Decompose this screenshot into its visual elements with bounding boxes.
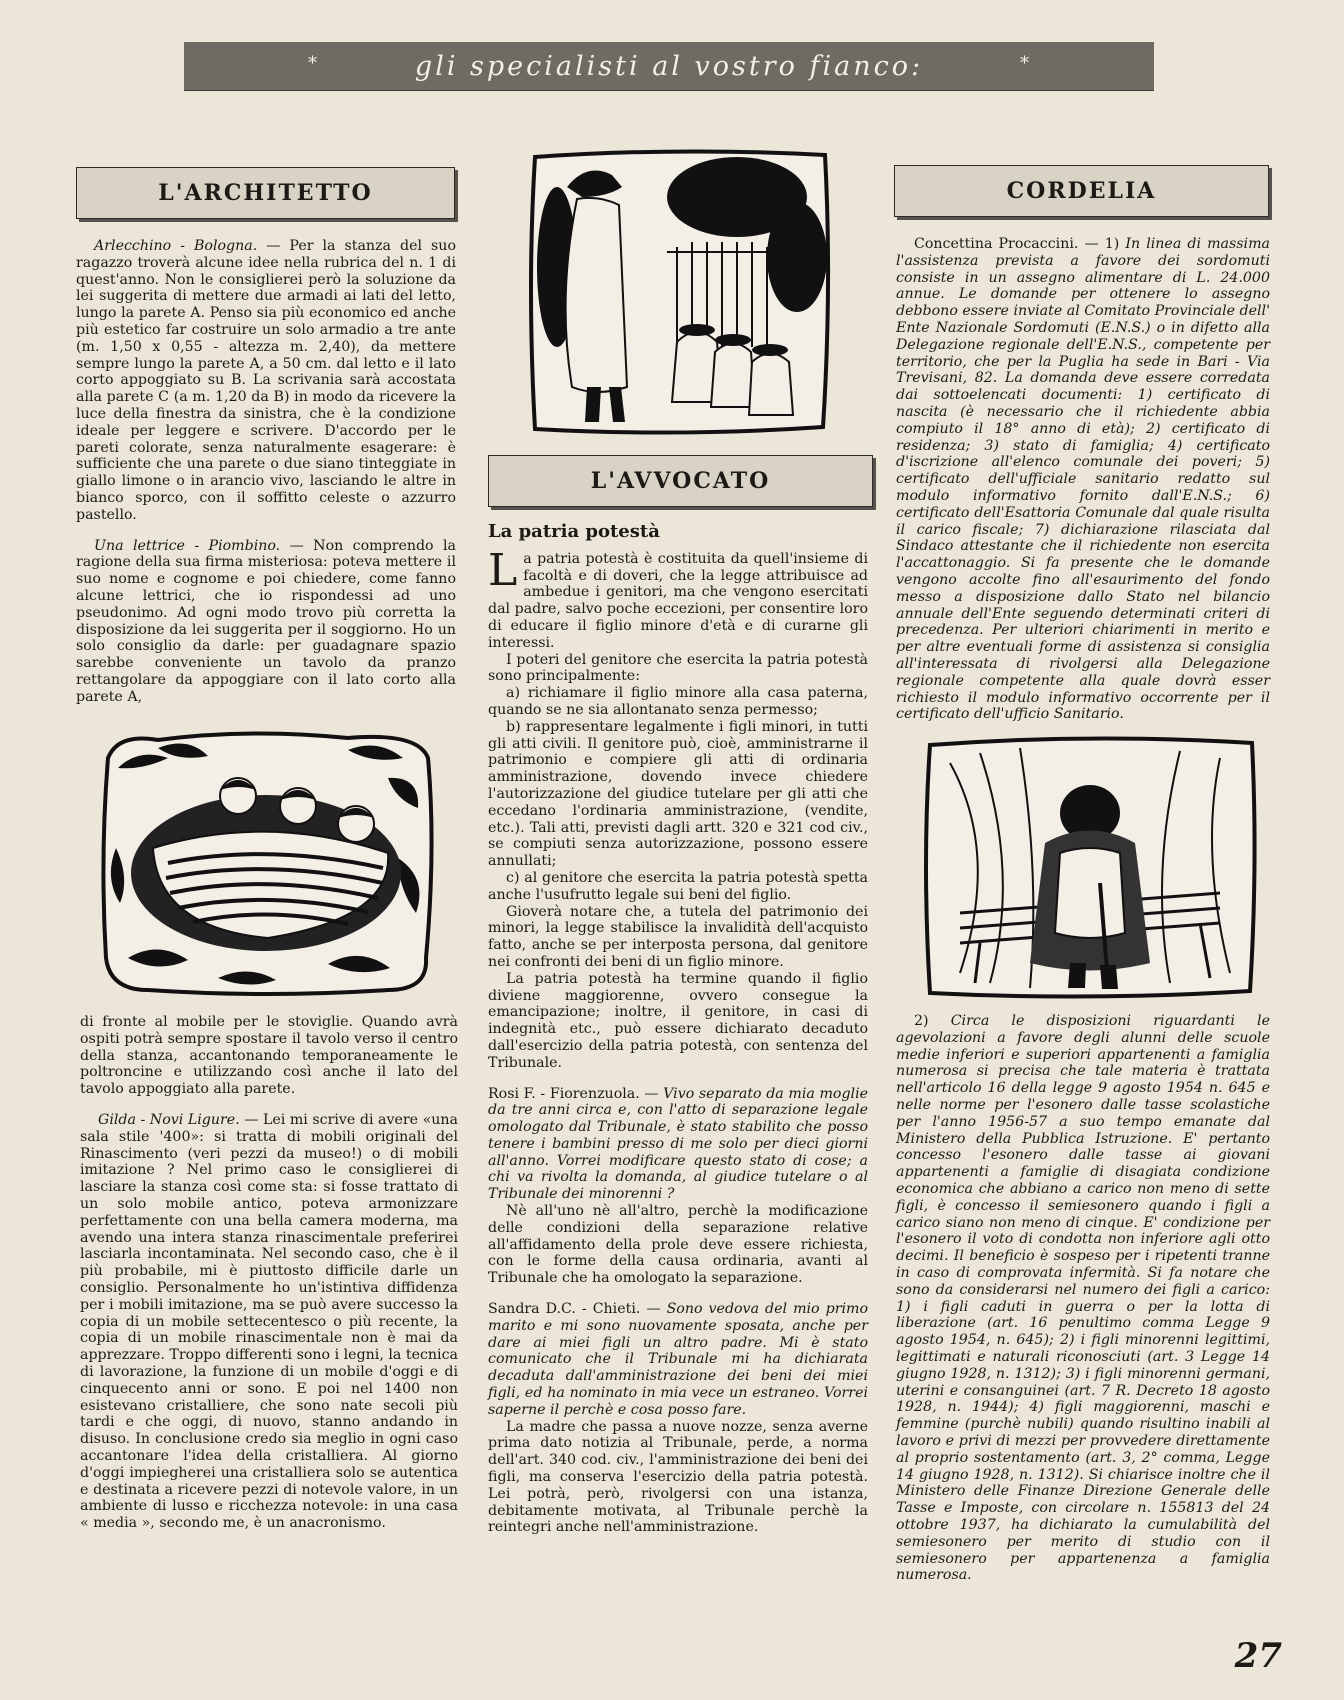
sender-name: Concettina Procaccini. xyxy=(914,236,1079,252)
sender-name: Una lettrice - Piombino. xyxy=(94,537,281,554)
answer-text: Circa le disposizioni riguardanti le agevolazioni a favore degli alunni delle scuole medie inferiori e superiori appartenenti a famiglia numerosa si precisa che tale materia è trattata nell'articolo 16 della legge 9 agosto 1954 n. 645 e nelle norme per l'esonero dalle tasse scolastiche per l'anno 1956-57 a suo tempo emanate dal Ministero della Pubblica Istruzione. E' pertanto concesso l'esonero dalle tasse ai giovani appartenenti a famiglie di disagiata condizione economica che abbiano a carico non meno di sette figli, è concesso il semiesonero quando i figli a carico siano non meno di cinque. E' condizione per l'esonero il voto di condotta non inferiore agli otto decimi. Il beneficio è sospeso per i ripetenti tranne in caso di comprovata infermità. Si fa notare che sono da considerarsi nel numero dei figli a carico: 1) i figli caduti in guerra o per la lotta di liberazione (art. 16 penultimo comma Legge 9 agosto 1954, n. 645); 2) i figli minorenni legittimi, legittimati e naturali riconosciuti (art. 3 Legge 14 giugno 1928, n. 1312); 3) i figli minorenni germani, uterini e consanguinei (art. 7 R. Decreto 18 agosto 1928, n. 1944); 4) figli maggiorenni, maschi e femmine (purchè nubili) quando risultino inabili al lavoro e privi di mezzi per provvedere direttamente al proprio sostentamento (art. 3, 2° comma, Legge 14 giugno 1928, n. 1312). Si chiarisce inoltre che il Ministero delle Finanze Direzione Generale delle Tasse e Imposte, con circolare n. 155813 del 24 ottobre 1937, ha dichiarato la cumulabilità del semiesonero per merito di studio con il semiesonero per appartenenza a famiglia numerosa. xyxy=(896,1013,1270,1584)
sender-name: Arlecchino - Bologna. xyxy=(94,238,258,254)
termine-paragraph: La patria potestà ha termine quando il figlio diviene maggiorenne, ovvero consegue la emancipazione; inoltre, il genitore, in casi di indegnità etc., può essere dichiarato decaduto dall'esercizio della patria potestà, con sentenza del Tribunale. xyxy=(488,970,868,1071)
sleeping-children-illustration xyxy=(98,728,438,1000)
rosi-answer: Nè all'uno nè all'altro, perchè la modificazione delle condizioni della separazione relative all'affidamento della prole deve essere richiesta, con le forme della causa ordinaria, avanti al Tribunale che ha omologato la separazione. xyxy=(488,1203,868,1287)
point-c: c) al genitore che esercita la patria potestà spetta anche l'usufrutto legale sui beni del figlio. xyxy=(488,869,868,903)
page-number: 27 xyxy=(1234,1636,1282,1676)
cordelia-header: CORDELIA xyxy=(894,165,1269,217)
sender-name: Gilda - Novi Ligure. xyxy=(98,1111,240,1128)
architetto-column-bottom xyxy=(80,1014,458,1542)
architetto-header: L'ARCHITETTO xyxy=(76,167,455,219)
star-right: * xyxy=(1020,53,1032,74)
answer-text: In linea di massima l'assistenza prevista a favore dei sordomuti consiste in un assegno alimentare di L. 24.000 annue. Le domande per ottenere lo assegno debbono essere inviate al Comitato Provinciale dell' Ente Nazionale Sordomuti (E.N.S.) o in difetto alla Delegazione regionale dell'E.N.S., competente per territorio, che per la Puglia ha sede in Bari - Via Trevisani, 82. La domanda deve essere corredata dai sottoelencati documenti: 1) certificato di nascita (è necessario che il richiedente abbia compiuto il 18° anno di età); 2) certificato di residenza; 3) stato di famiglia; 4) certificato d'iscrizione all'elenco comunale dei poveri; 5) certificato dell'ufficiale sanitario redatto sul modulo informativo fornito dall'E.N.S.; 6) certificato dell'Esattoria Comunale dal quale risulta il carico fiscale; 7) dichiarazione rilasciata dal Sindaco attestante che il richiedente non esercita l'accattonaggio. Si fa presente che le domande vengono accolte fino all'esaurimento del fondo messo a disposizione dallo Stato nel bilancio annuale dell'Ente seguendo determinati criteri di precedenza. Per ulteriori chiarimenti in merito e per altre eventuali forme di assistenza si consiglia all'interessata di rivolgersi alla Delegazione regionale competente alla quale dovrà esser richiesto il modulo informativo occorrente per il certificato dell'ufficio Sanitario. xyxy=(896,236,1270,723)
old-woman-bench-illustration xyxy=(920,733,1260,1001)
letter-text: — Per la stanza del suo ragazzo troverà alcune idee nella rubrica del n. 1 di quest'anno. Non le consiglierei però la soluzione da lei suggerita di mettere due armadi ai lati del letto, lungo la parete A. Penso sia più economico ed anche più estetico far costruire un solo armadio a tre ante (m. 1,50 x 0,55 - altezza m. 2,40), da mettere sempre lungo la parete A, a 50 cm. dal letto e il lato corto appoggiato su B. La scrivania sarà accostata alla parete C (a m. 1,20 da B) in modo da ricevere la luce della finestra da sinistra, che è la condizione ideale per leggere e scrivere. D'accordo per le pareti colorate, senza naturalmente esagerare: è sufficiente che una parete o due siano tinteggiate in giallo limone o in arancio vivo, lasciando le altre in bianco sporco, con il soffitto celeste o azzurro pastello. xyxy=(76,238,456,523)
cordelia-column-bottom xyxy=(896,1013,1270,1594)
cordelia-column-top xyxy=(896,236,1270,733)
letter-lettrice xyxy=(76,538,456,706)
letter-concettina xyxy=(896,236,1270,723)
point-a: a) richiamare il figlio minore alla casa paterna, quando se ne sia allontanato senza permesso; xyxy=(488,685,868,718)
drop-cap: L xyxy=(488,544,518,596)
letter-question: — Vivo separato da mia moglie da tre anni circa e, con l'atto di separazione legale omologato dal Tribunale, è stato stabilito che posso tenere i bambini presso di me solo per dieci giorni all'anno. Vorrei modificare questo stato di cose; a chi va rivolta la domanda, al giudice tutelare o al Tribunale dei minorenni ? xyxy=(488,1085,869,1203)
giovera-paragraph: Gioverà notare che, a tutela del patrimonio dei minori, la legge stabilisce la invalidità dell'acquisto fatto, anche se per interposta persona, dal genitore nei confronti dei beni di un figlio minore. xyxy=(488,903,868,970)
architetto-column-top xyxy=(76,238,456,716)
sender-name: Rosi F. - Fiorenzuola. xyxy=(488,1085,640,1102)
father-children-illustration xyxy=(527,147,832,435)
poteri-paragraph: I poteri del genitore che esercita la patria potestà sono principalmente: xyxy=(488,651,868,685)
letter-sandra xyxy=(488,1301,868,1419)
answer-number: — 1) xyxy=(1078,236,1126,252)
article-subtitle: La patria potestà xyxy=(488,521,660,542)
answer-number: 2) xyxy=(914,1013,951,1029)
avvocato-column xyxy=(488,521,869,1546)
letter-arlecchino xyxy=(76,238,456,524)
sender-name: Sandra D.C. - Chieti. xyxy=(488,1301,641,1318)
answer-2 xyxy=(896,1013,1270,1584)
sandra-answer: La madre che passa a nuove nozze, senza averne prima dato notizia al Tribunale, perde, a norma dell'art. 340 cod. civ., l'amministrazione dei beni dei figli, ma conserva l'esercizio della patria potestà. Lei potrà, però, rivolgersi con una istanza, debitamente motivata, al Tribunale perchè la reintegri anche nell'amministrazione. xyxy=(488,1418,868,1536)
letter-gilda xyxy=(80,1112,458,1532)
point-b: b) rappresentare legalmente i figli minori, in tutti gli atti civili. Il genitore può, cioè, amministrarne il patrimonio e compiere gli atti di ordinaria amministrazione, dovendo invece chiedere l'autorizzazione del giudice tutelare per gli atti che eccedano l'ordinaria amministrazione, (vendite, etc.). Tali atti, previsti dagli artt. 320 e 321 cod civ., se compiuti senza autorizzazione, possono essere annullati; xyxy=(488,718,868,870)
article-intro xyxy=(488,544,868,652)
banner-title: gli specialisti al vostro fianco: xyxy=(414,50,924,82)
letter-text: — Non comprendo la ragione della sua firma misteriosa: poteva mettere il suo nome e cognome e poi chiedere, come fanno alcune lettrici, che io rispondessi ad uno pseudonimo. Ad ogni modo trovo più corretta la disposizione da lei suggerita per il soggiorno. Ho un solo consiglio da darle: per guadagnare spazio sarebbe conveniente un tavolo da pranzo rettangolare da appoggiare con il lato corto alla parete A, xyxy=(76,537,456,705)
letter-question: — Sono vedova del mio primo marito e mi sono nuovamente sposata, anche per dare ai miei figli un altro padre. Mi è stato comunicato che il Tribunale mi ha dichiarata decaduta dall'amministrazione dei beni dei miei figli, ed ha nominato in mia vece un estraneo. Vorrei saperne il perchè e cosa posso fare. xyxy=(488,1301,869,1418)
letter-continuation: di fronte al mobile per le stoviglie. Quando avrà ospiti potrà sempre spostare il tavolo verso il centro della stanza, accantonando temporaneamente le poltroncine e utilizzando così anche il lato del tavolo appoggiato alla parete. xyxy=(80,1014,458,1098)
letter-rosi xyxy=(488,1086,868,1204)
section-banner xyxy=(184,42,1154,90)
star-left: * xyxy=(308,53,320,74)
letter-text: — Lei mi scrive di avere «una sala stile '400»: si tratta di mobili originali del Rinascimento (veri pezzi da museo!) o di mobili imitazione ? Nel primo caso le consiglierei di lasciare la stanza così come sta: si fosse trattato di un solo mobile antico, poteva armonizzare perfettamente con una bella camera moderna, ma avendo una intera stanza rinascimentale preferirei lasciarla incontaminata. Nel secondo caso, che è il più probabile, mi è piuttosto difficile darle un consiglio. Personalmente ho un'istintiva diffidenza per i mobili imitazione, ma se può avere successo la copia di un mobile settecentesco o più recente, la copia di un mobile rinascimentale non è mai da apprezzare. Troppo differenti sono i legni, la tecnica di lavorazione, la funzione di un mobile d'oggi e di cinquecento anni or sono. E poi nel 1400 non esistevano cristalliere, che sono nate secoli più tardi e che oggi, di nuovo, stanno andando in disuso. In conclusione credo sia meglio in ogni caso accantonare l'idea della cristalliera. Al giorno d'oggi impiegherei una cristalliera solo se autentica e destinata a ricevere pezzi di notevole valore, in un ambiente di lusso e ricchezza notevole: in una casa « media », secondo me, è un anacronismo. xyxy=(80,1111,459,1532)
avvocato-header: L'AVVOCATO xyxy=(488,455,873,507)
intro-text: a patria potestà è costituita da quell'insieme di facoltà e di doveri, che la legge attribuisce ad ambedue i genitori, ma che vengono esercitati dal padre, salvo poche eccezioni, per consentire loro di educare il figlio minore d'età e di curarne gli interessi. xyxy=(488,550,868,651)
